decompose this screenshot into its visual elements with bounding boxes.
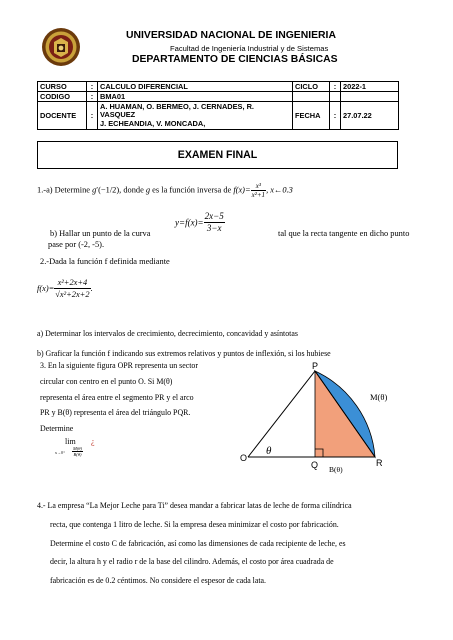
sector-figure: [230, 360, 440, 480]
question-1b-text3: pase por (-2, -5).: [48, 240, 105, 249]
course-info-table: [37, 81, 399, 130]
fraction: $\frac{M(\theta)}{B(\theta)}$: [73, 446, 82, 457]
fecha-label: FECHA: [293, 102, 330, 130]
question-2a: a) Determinar los intervalos de crecimiento, decrecimiento, concavidad y asíntotas: [37, 329, 298, 338]
docente-line: A. HUAMAN, O. BERMEO, J. CERNADES, R.: [100, 102, 254, 111]
university-logo: [41, 27, 81, 67]
codigo-value: BMA01: [98, 92, 293, 102]
question-2b: b) Graficar la función f indicando sus extremos relativos y puntos de inflexión, si los hubiese: [37, 349, 331, 358]
label-b: B(θ): [329, 465, 343, 474]
table-row: [38, 92, 399, 102]
fecha-value: 27.07.22: [341, 102, 399, 130]
codigo-label: CODIGO: [38, 92, 87, 102]
question-3: 3. En la siguiente figura OPR representa un sector circular con centro en el punto O. Si M(θ) representa el área entre el segmento PR y el arco PR y B(θ) representa el área del triángulo PQR. Determine: [40, 361, 198, 434]
ciclo-value: 2022-1: [341, 82, 399, 92]
label-o: O: [240, 453, 248, 463]
curso-value: CALCULO DIFERENCIAL: [98, 82, 293, 92]
question-1b-text2: tal que la recta tangente en dicho punto: [278, 229, 410, 238]
function-definition: f(x)= $\frac{\text{x²+2x+4}}{\text{√x²+2x+2}}$ .: [37, 278, 93, 299]
docente-label: DOCENTE: [38, 102, 87, 130]
question-4: 4.- La empresa “La Mejor Leche para Ti” desea mandar a fabricar latas de leche de forma cilíndrica recta, que contenga 1 litro de leche. Si la empresa desea minimizar el costo por fabricación. Determine el costo C de fabricación, así como las dimensiones de cada recipiente de leche, es decir, la altura h y el radio r de la base del cilindro. Además, el costo por área cuadrada de fabricación es de 0.2 céntimos. No considere el espesor de cada lata.: [37, 501, 352, 586]
colon: :: [87, 92, 98, 102]
label-q: Q: [311, 460, 319, 470]
docente-value: [98, 102, 293, 130]
docente-line: VASQUEZ: [100, 110, 136, 120]
fraction: $\frac{\text{x²+2x+4}}{\text{√x²+2x+2}}$: [55, 278, 90, 299]
question-2-intro: 2.-Dada la función f definida mediante: [40, 257, 170, 266]
label-theta: θ: [266, 445, 272, 457]
department-name: DEPARTAMENTO DE CIENCIAS BÁSICAS: [132, 54, 338, 65]
docente-line: J. ECHEANDIA, V. MONCADA,: [100, 118, 206, 128]
fraction: $\frac{\text{x³}}{\text{x²+1}}$: [251, 182, 266, 199]
colon: :: [330, 102, 341, 130]
colon: :: [87, 102, 98, 130]
label-p: P: [312, 361, 319, 371]
ciclo-label: CICLO: [293, 82, 330, 92]
colon: :: [330, 82, 341, 92]
colon: :: [87, 82, 98, 92]
faculty-name: Facultad de Ingeniería Industrial y de Sistemas: [170, 44, 329, 53]
table-row: [38, 102, 399, 130]
fraction: $\frac{2x-5}{3-x}$: [204, 211, 224, 233]
curve-equation: y=f(x)= $\frac{2x-5}{3-x}$: [175, 211, 224, 233]
question-1b-text: b) Hallar un punto de la curva: [50, 229, 151, 238]
question-1a: 1.-a) Determine g′(−1/2), donde g es la función inversa de f(x)= $\frac{\text{x³}}{\text{x²+1}}$ , x←0.3: [37, 182, 293, 199]
table-row: [38, 82, 399, 92]
label-r: R: [376, 458, 383, 468]
exam-title: EXAMEN FINAL: [37, 141, 398, 169]
university-name: UNIVERSIDAD NACIONAL DE INGENIERIA: [126, 30, 336, 41]
curso-label: CURSO: [38, 82, 87, 92]
label-m: M(θ): [370, 392, 388, 402]
